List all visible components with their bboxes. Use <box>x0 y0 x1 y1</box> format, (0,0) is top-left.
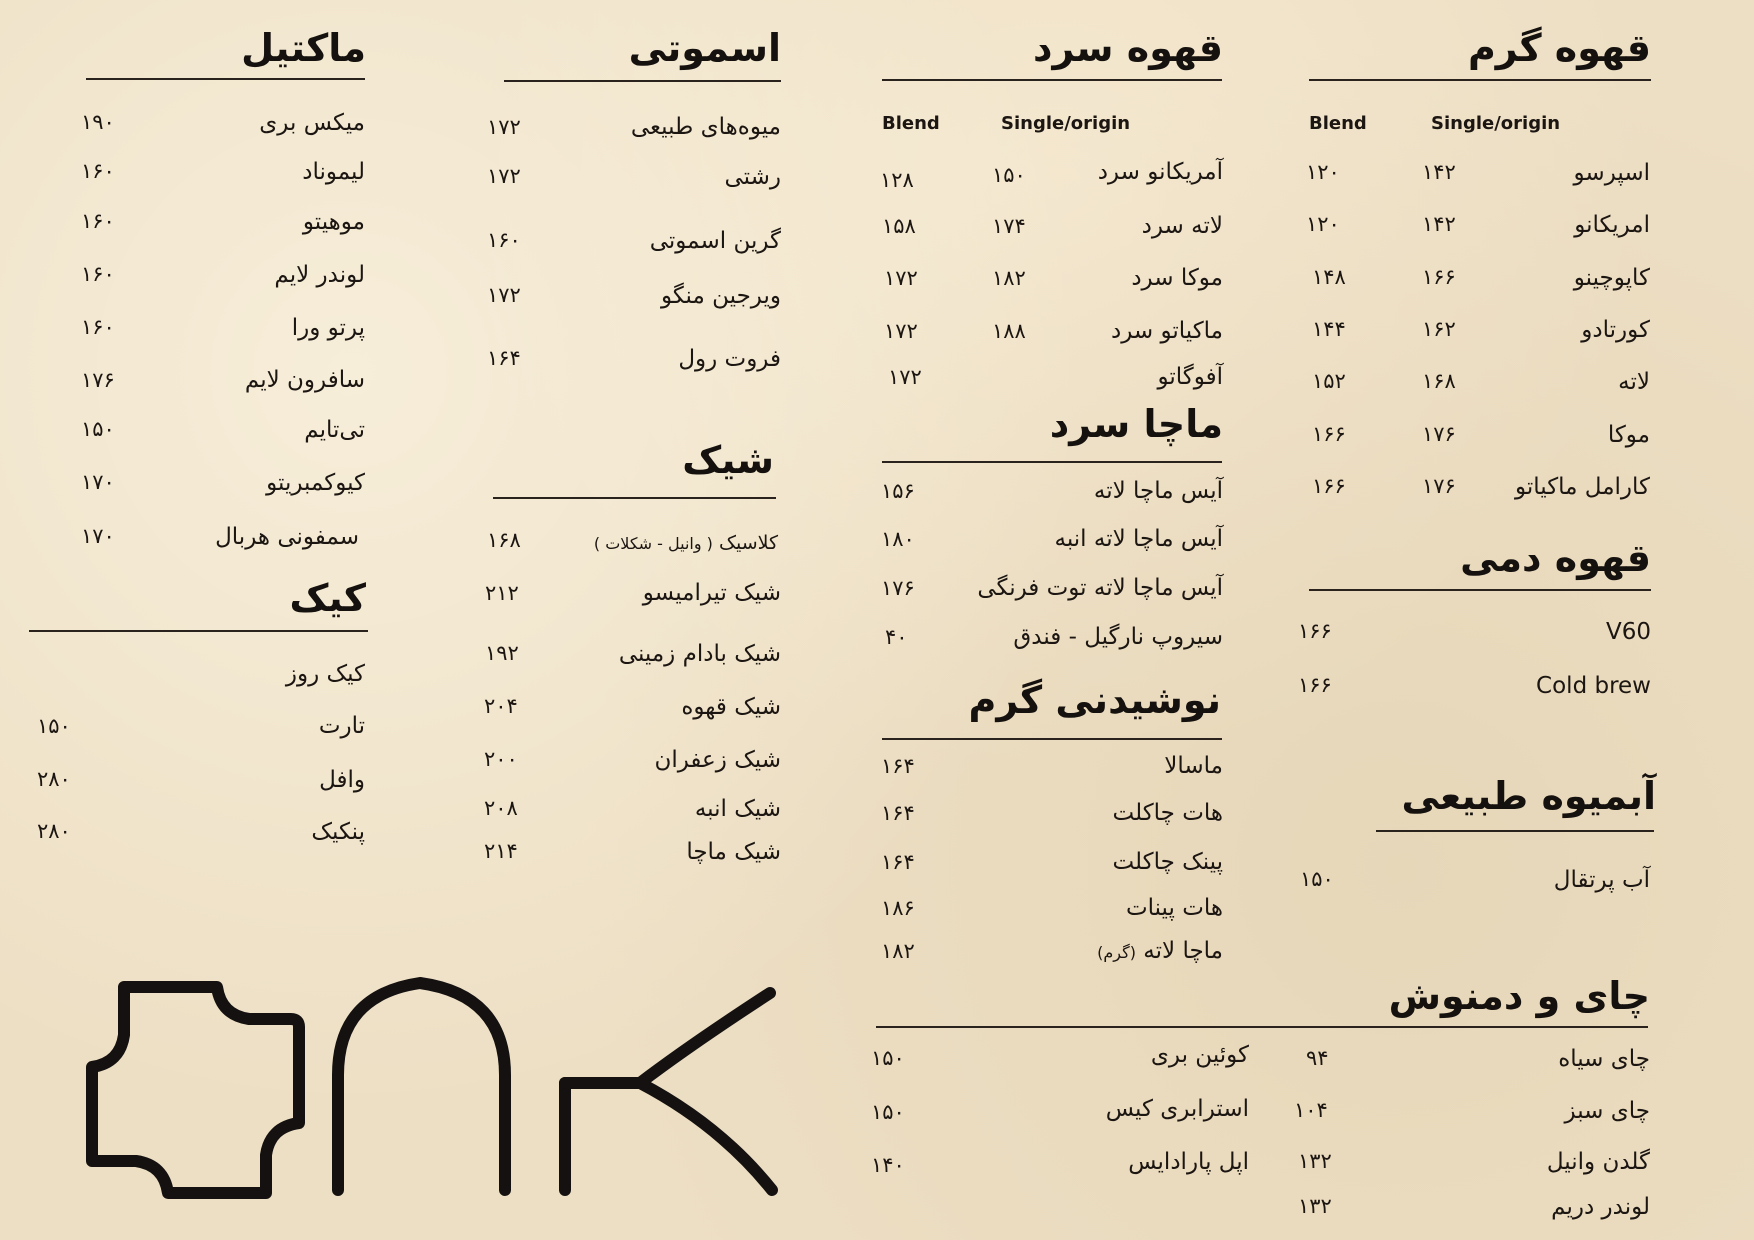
item-name: موکا سرد <box>1131 265 1223 291</box>
item-price: ۱۵۰ <box>871 1100 905 1124</box>
item-name: لاته <box>1618 369 1650 395</box>
item-name-text: ماچا لاته <box>1143 938 1223 964</box>
item-name: سافرون لایم <box>244 367 365 393</box>
item-price-single: ۱۸۲ <box>992 266 1026 290</box>
item-name: ماسالا <box>1164 753 1223 779</box>
brewed-coffee-title: قهوه دمی <box>1460 536 1651 580</box>
item-price-single: ۱۷۴ <box>992 214 1026 238</box>
hot-coffee-blend-header: Blend <box>1309 113 1367 134</box>
item-name: فروت رول <box>678 346 781 372</box>
item-price: ۱۵۶ <box>881 479 915 503</box>
hot-drinks-title: نوشیدنی گرم <box>968 678 1221 722</box>
item-price: ۱۶۴ <box>487 346 521 370</box>
item-name: پنکیک <box>311 819 365 845</box>
item-name: هات پینات <box>1125 895 1223 921</box>
item-name: ماکیاتو سرد <box>1110 318 1223 344</box>
item-price: ۱۶۶ <box>1298 619 1332 643</box>
item-price: ۲۰۰ <box>484 747 518 771</box>
item-price: ۱۹۰ <box>81 110 115 134</box>
item-price-blend: ۱۴۸ <box>1312 265 1346 289</box>
brewed-coffee-rule <box>1309 589 1651 591</box>
item-price-single: ۱۷۶ <box>1422 422 1456 446</box>
item-name: آیس ماچا لاته توت فرنگی <box>977 575 1223 601</box>
item-name: اپل پارادایس <box>1128 1149 1249 1175</box>
item-price: ۱۷۲ <box>487 164 521 188</box>
item-name: کاپوچینو <box>1573 265 1650 291</box>
item-name: آیس ماچا لاته انبه <box>1054 526 1223 552</box>
item-price: ۱۵۰ <box>37 714 71 738</box>
item-price: ۱۵۰ <box>81 417 115 441</box>
item-name: میوه‌های طبیعی <box>630 114 781 140</box>
item-price-single: ۱۸۸ <box>992 319 1026 343</box>
juice-rule <box>1376 830 1654 832</box>
item-name: گلدن وانیل <box>1546 1149 1650 1175</box>
item-name: آب پرتقال <box>1553 867 1650 893</box>
brand-logo <box>80 975 786 1207</box>
item-price: ۲۸۰ <box>37 819 71 843</box>
mocktail-title: ماکتیل <box>241 26 366 70</box>
item-price: ۲۰۸ <box>484 796 518 820</box>
item-name: رشتی <box>724 164 781 190</box>
item-price: ۱۷۲ <box>487 283 521 307</box>
hot-coffee-title: قهوه گرم <box>1467 26 1651 70</box>
item-name: شیک ماچا <box>686 839 781 865</box>
item-name: پرتو ورا <box>291 315 365 341</box>
item-price-blend: ۱۲۰ <box>1306 160 1340 184</box>
item-note: (گرم) <box>1097 943 1136 962</box>
item-name: کورتادو <box>1581 317 1650 343</box>
item-price: ۱۶۶ <box>1298 673 1332 697</box>
item-price-blend: ۱۷۲ <box>888 365 922 389</box>
shake-rule <box>493 497 776 499</box>
item-name: لاته سرد <box>1141 213 1223 239</box>
item-price: ۱۶۸ <box>487 528 521 552</box>
item-name: کوئین بری <box>1150 1042 1249 1068</box>
item-name: چای سبز <box>1564 1098 1650 1124</box>
item-price: ۱۴۰ <box>871 1153 905 1177</box>
item-price: ۱۶۴ <box>881 801 915 825</box>
item-price: ۱۷۶ <box>81 368 115 392</box>
item-name: شیک بادام زمینی <box>618 641 781 667</box>
item-price-single: ۱۷۶ <box>1422 474 1456 498</box>
item-price: ۲۱۲ <box>485 581 519 605</box>
item-name: V60 <box>1605 619 1651 645</box>
item-price-blend: ۱۶۶ <box>1312 474 1346 498</box>
item-price-blend: ۱۲۸ <box>880 168 914 192</box>
item-price: ۲۱۴ <box>484 839 518 863</box>
item-name: لوندر دریم <box>1551 1194 1650 1220</box>
item-name: شیک زعفران <box>654 747 781 773</box>
item-name: گرین اسموتی <box>649 228 781 254</box>
item-name: امریکانو <box>1574 212 1650 238</box>
item-price: ۴۰ <box>885 625 908 649</box>
item-name: کیک روز <box>285 661 365 687</box>
cold-matcha-title: ماچا سرد <box>1049 402 1223 446</box>
item-name: استرابری کیس <box>1105 1096 1249 1122</box>
item-price: ۲۰۴ <box>484 694 518 718</box>
item-price: ۱۸۶ <box>881 896 915 920</box>
logo-letter-k-arms <box>565 993 772 1190</box>
item-price: ۱۷۰ <box>81 470 115 494</box>
item-name: موهیتو <box>302 209 365 235</box>
item-name: شیک قهوه <box>681 694 781 720</box>
item-price: ۱۶۰ <box>81 315 115 339</box>
item-price: ۱۶۴ <box>881 754 915 778</box>
item-name <box>1097 936 1223 968</box>
hot-coffee-rule <box>1309 79 1651 81</box>
item-name: آفوگاتو <box>1157 364 1223 390</box>
item-price: ۱۰۴ <box>1294 1098 1328 1122</box>
item-name: Cold brew <box>1536 673 1651 699</box>
item-name: شیک انبه <box>694 796 781 822</box>
item-price: ۱۹۲ <box>485 641 519 665</box>
item-price-blend: ۱۷۲ <box>884 266 918 290</box>
item-price: ۱۶۰ <box>81 159 115 183</box>
item-name: شیک تیرامیسو <box>642 580 781 606</box>
item-name: آیس ماچا لاته <box>1093 478 1223 504</box>
cold-coffee-rule <box>882 79 1222 81</box>
item-price-blend: ۱۲۰ <box>1306 212 1340 236</box>
item-price: ۱۸۲ <box>881 939 915 963</box>
item-price: ۱۵۰ <box>871 1046 905 1070</box>
cold-matcha-rule <box>882 461 1222 463</box>
tea-rule <box>876 1026 1648 1028</box>
item-name: سمفونی هربال <box>215 524 359 550</box>
item-price-blend: ۱۶۶ <box>1312 422 1346 446</box>
cake-title: کیک <box>289 576 366 620</box>
cold-coffee-title: قهوه سرد <box>1033 26 1223 70</box>
item-price: ۱۷۰ <box>81 524 115 548</box>
item-price: ۱۸۰ <box>881 527 915 551</box>
item-name: پینک چاکلت <box>1112 849 1223 875</box>
item-price: ۱۶۰ <box>81 262 115 286</box>
item-price-blend: ۱۴۴ <box>1312 317 1346 341</box>
item-price-blend: ۱۷۲ <box>884 319 918 343</box>
item-price-blend: ۱۵۲ <box>1312 369 1346 393</box>
hot-coffee-single-header: Single/origin <box>1431 113 1561 134</box>
item-name: موکا <box>1607 422 1650 448</box>
item-price: ۹۴ <box>1306 1046 1329 1070</box>
logo-letter-o <box>92 987 299 1193</box>
item-name: سیروپ نارگیل - فندق <box>1013 624 1223 650</box>
item-price: ۲۸۰ <box>37 767 71 791</box>
juice-title: آبمیوه طبیعی <box>1401 774 1656 818</box>
item-name: اسپرسو <box>1573 160 1650 186</box>
item-name: هات چاکلت <box>1112 800 1223 826</box>
item-name: لوندر لایم <box>274 262 365 288</box>
item-price-single: ۱۶۶ <box>1422 265 1456 289</box>
item-price-single: ۱۶۸ <box>1422 369 1456 393</box>
mocktail-rule <box>86 78 365 80</box>
item-price: ۱۶۰ <box>81 209 115 233</box>
item-price: ۱۳۲ <box>1298 1194 1332 1218</box>
item-name: ویرجین منگو <box>660 283 781 309</box>
item-price: ۱۷۲ <box>487 115 521 139</box>
item-price-single: ۱۴۲ <box>1422 212 1456 236</box>
smoothie-title: اسموتی <box>628 26 781 70</box>
item-price-single: ۱۵۰ <box>992 163 1026 187</box>
shake-title: شیک <box>682 438 774 482</box>
item-name: تی‌تایم <box>304 417 365 443</box>
cold-coffee-blend-header: Blend <box>882 113 940 134</box>
item-note: ( وانیل - شکلات ) <box>593 534 713 553</box>
item-price-single: ۱۶۲ <box>1422 317 1456 341</box>
hot-drinks-rule <box>882 738 1222 740</box>
smoothie-rule <box>504 80 781 82</box>
item-name: تارت <box>318 713 365 739</box>
item-name: چای سیاه <box>1558 1046 1650 1072</box>
item-name-text: کلاسیک <box>718 532 778 554</box>
item-name: وافل <box>319 767 365 793</box>
tea-title: چای و دمنوش <box>1388 974 1650 1018</box>
item-name: میکس بری <box>259 110 365 136</box>
item-name: لیموناد <box>302 159 365 185</box>
cake-rule <box>29 630 368 632</box>
cold-coffee-single-header: Single/origin <box>1001 113 1131 134</box>
item-price-single: ۱۴۲ <box>1422 160 1456 184</box>
logo-letter-n <box>338 983 505 1190</box>
item-price: ۱۶۰ <box>487 228 521 252</box>
item-price-blend: ۱۵۸ <box>882 214 916 238</box>
item-name: کیوکمبریتو <box>266 470 365 496</box>
item-price: ۱۵۰ <box>1300 867 1334 891</box>
item-name: کارامل ماکیاتو <box>1514 474 1650 500</box>
item-price: ۱۳۲ <box>1298 1149 1332 1173</box>
item-price: ۱۶۴ <box>881 850 915 874</box>
item-name <box>594 528 778 559</box>
item-name: آمریکانو سرد <box>1097 159 1223 185</box>
item-price: ۱۷۶ <box>881 576 915 600</box>
